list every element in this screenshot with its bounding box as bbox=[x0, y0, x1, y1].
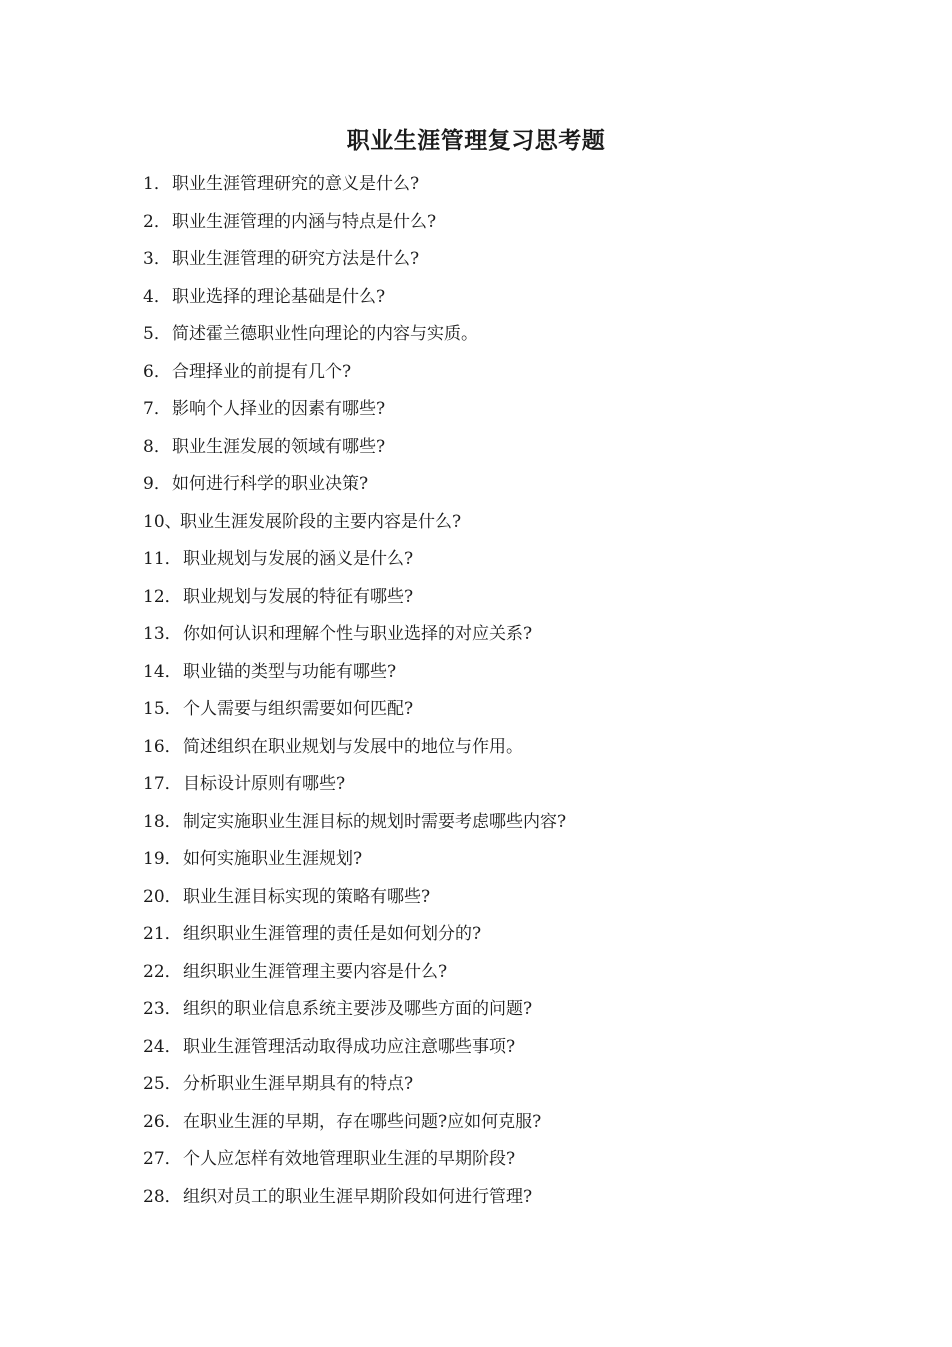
question-text: 职业规划与发展的特征有哪些? bbox=[183, 586, 414, 607]
question-list bbox=[143, 166, 903, 1216]
question-number: 11． bbox=[143, 549, 182, 569]
question-number: 18． bbox=[143, 811, 182, 832]
question-number: 1． bbox=[143, 174, 171, 194]
question-text: 职业规划与发展的涵义是什么? bbox=[183, 549, 414, 569]
question-text: 简述霍兰德职业性向理论的内容与实质。 bbox=[172, 324, 478, 344]
question-number: 19． bbox=[143, 849, 182, 869]
question-text: 个人需要与组织需要如何匹配? bbox=[183, 699, 414, 719]
question-text: 组织的职业信息系统主要涉及哪些方面的问题? bbox=[183, 999, 533, 1019]
question-number: 5． bbox=[143, 324, 171, 344]
question-number: 10、 bbox=[143, 511, 182, 532]
question-number: 13． bbox=[143, 624, 182, 644]
question-item bbox=[143, 616, 903, 654]
question-text: 分析职业生涯早期具有的特点? bbox=[183, 1074, 414, 1094]
question-number: 15． bbox=[143, 699, 182, 719]
question-item bbox=[143, 1179, 903, 1217]
question-number: 28． bbox=[143, 1186, 182, 1207]
question-text: 职业锚的类型与功能有哪些? bbox=[183, 661, 397, 682]
question-item bbox=[143, 204, 903, 242]
question-item bbox=[143, 729, 903, 767]
question-item bbox=[143, 316, 903, 354]
question-text: 制定实施职业生涯目标的规划时需要考虑哪些内容? bbox=[183, 811, 567, 832]
question-text: 组织职业生涯管理的责任是如何划分的? bbox=[183, 924, 482, 944]
question-number: 9． bbox=[143, 474, 171, 494]
question-number: 2． bbox=[143, 211, 171, 232]
question-item bbox=[143, 1104, 903, 1142]
question-item bbox=[143, 991, 903, 1029]
question-item bbox=[143, 354, 903, 392]
question-number: 21． bbox=[143, 924, 182, 944]
question-text: 组织职业生涯管理主要内容是什么? bbox=[183, 961, 448, 982]
question-item bbox=[143, 1141, 903, 1179]
question-item bbox=[143, 691, 903, 729]
question-text: 职业选择的理论基础是什么? bbox=[172, 286, 386, 307]
question-text: 个人应怎样有效地管理职业生涯的早期阶段? bbox=[183, 1149, 516, 1169]
question-item bbox=[143, 391, 903, 429]
question-item bbox=[143, 916, 903, 954]
question-number: 27． bbox=[143, 1149, 182, 1169]
question-text: 简述组织在职业规划与发展中的地位与作用。 bbox=[183, 736, 523, 757]
question-item bbox=[143, 429, 903, 467]
question-number: 26． bbox=[143, 1111, 182, 1132]
page-title: 职业生涯管理复习思考题 bbox=[346, 127, 606, 154]
question-text: 在职业生涯的早期，存在哪些问题?应如何克服? bbox=[183, 1111, 542, 1132]
question-item bbox=[143, 241, 903, 279]
question-number: 7． bbox=[143, 399, 171, 419]
question-item bbox=[143, 766, 903, 804]
question-text: 职业生涯管理研究的意义是什么? bbox=[172, 174, 420, 194]
question-item bbox=[143, 1066, 903, 1104]
question-number: 4． bbox=[143, 286, 171, 307]
question-item bbox=[143, 504, 903, 542]
question-text: 影响个人择业的因素有哪些? bbox=[172, 399, 386, 419]
question-number: 16． bbox=[143, 736, 182, 757]
question-item bbox=[143, 879, 903, 917]
question-item bbox=[143, 541, 903, 579]
question-item bbox=[143, 166, 903, 204]
question-item bbox=[143, 804, 903, 842]
question-text: 目标设计原则有哪些? bbox=[183, 774, 346, 794]
question-text: 职业生涯管理活动取得成功应注意哪些事项? bbox=[183, 1036, 516, 1057]
question-number: 14． bbox=[143, 661, 182, 682]
question-item bbox=[143, 654, 903, 692]
question-text: 职业生涯管理的内涵与特点是什么? bbox=[172, 211, 437, 232]
question-number: 8． bbox=[143, 436, 171, 457]
question-text: 职业生涯发展的领域有哪些? bbox=[172, 436, 386, 457]
question-number: 22． bbox=[143, 961, 182, 982]
question-number: 12． bbox=[143, 586, 182, 607]
question-item bbox=[143, 841, 903, 879]
question-text: 组织对员工的职业生涯早期阶段如何进行管理? bbox=[183, 1186, 533, 1207]
question-number: 6． bbox=[143, 361, 171, 382]
question-item bbox=[143, 954, 903, 992]
question-text: 如何进行科学的职业决策? bbox=[172, 474, 369, 494]
question-text: 如何实施职业生涯规划? bbox=[183, 849, 363, 869]
question-item bbox=[143, 279, 903, 317]
question-text: 职业生涯管理的研究方法是什么? bbox=[172, 249, 420, 269]
question-text: 合理择业的前提有几个? bbox=[172, 361, 352, 382]
question-item bbox=[143, 466, 903, 504]
question-number: 23． bbox=[143, 999, 182, 1019]
question-item bbox=[143, 579, 903, 617]
question-item bbox=[143, 1029, 903, 1067]
question-text: 你如何认识和理解个性与职业选择的对应关系? bbox=[183, 624, 533, 644]
question-text: 职业生涯发展阶段的主要内容是什么? bbox=[180, 511, 462, 532]
question-number: 24． bbox=[143, 1036, 182, 1057]
question-number: 3． bbox=[143, 249, 171, 269]
question-text: 职业生涯目标实现的策略有哪些? bbox=[183, 886, 431, 907]
question-number: 17． bbox=[143, 774, 182, 794]
question-number: 25． bbox=[143, 1074, 182, 1094]
question-number: 20． bbox=[143, 886, 182, 907]
